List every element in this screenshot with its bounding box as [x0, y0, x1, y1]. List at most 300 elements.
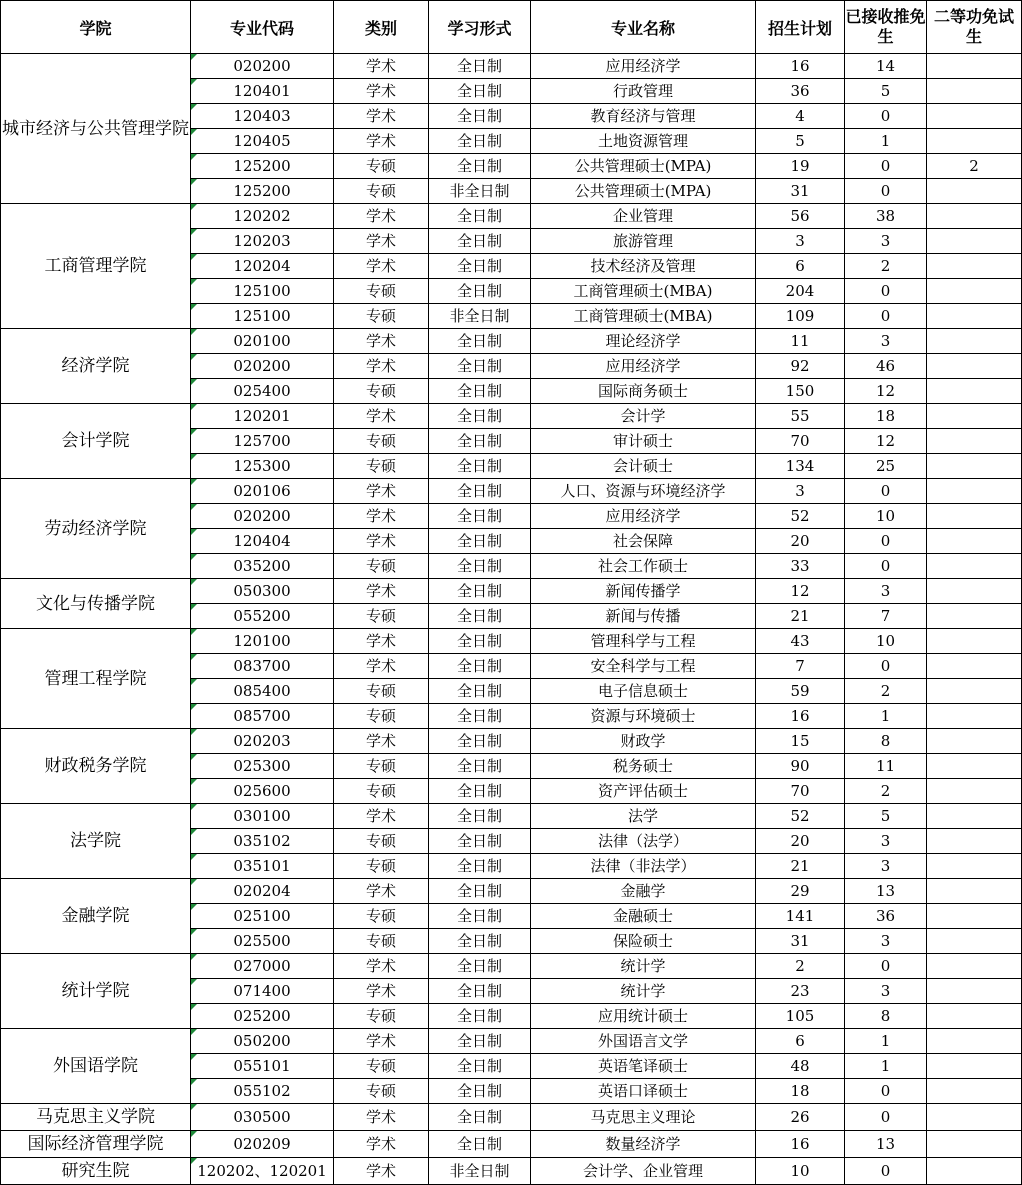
code-cell: 085400 [191, 679, 334, 704]
code-cell: 030500 [191, 1104, 334, 1131]
plan-cell: 4 [756, 104, 845, 129]
mode-cell: 全日制 [429, 779, 531, 804]
category-cell: 学术 [334, 54, 429, 79]
name-cell: 资产评估硕士 [531, 779, 756, 804]
mode-cell: 全日制 [429, 254, 531, 279]
code-cell: 025200 [191, 1004, 334, 1029]
mode-cell: 全日制 [429, 554, 531, 579]
plan-cell: 20 [756, 529, 845, 554]
header-mode: 学习形式 [429, 1, 531, 54]
name-cell: 数量经济学 [531, 1131, 756, 1158]
merit-cell [927, 179, 1022, 204]
merit-cell [927, 979, 1022, 1004]
accepted-cell: 0 [845, 279, 927, 304]
accepted-cell: 0 [845, 179, 927, 204]
category-cell: 学术 [334, 204, 429, 229]
header-accepted: 已接收推免生 [845, 1, 927, 54]
name-cell: 统计学 [531, 979, 756, 1004]
code-cell: 071400 [191, 979, 334, 1004]
merit-cell [927, 629, 1022, 654]
plan-cell: 105 [756, 1004, 845, 1029]
merit-cell [927, 454, 1022, 479]
merit-cell [927, 104, 1022, 129]
name-cell: 新闻传播学 [531, 579, 756, 604]
category-cell: 学术 [334, 79, 429, 104]
accepted-cell: 0 [845, 529, 927, 554]
mode-cell: 全日制 [429, 129, 531, 154]
mode-cell: 非全日制 [429, 304, 531, 329]
mode-cell: 全日制 [429, 379, 531, 404]
mode-cell: 全日制 [429, 854, 531, 879]
code-cell: 050200 [191, 1029, 334, 1054]
code-cell: 120403 [191, 104, 334, 129]
mode-cell: 全日制 [429, 79, 531, 104]
name-cell: 审计硕士 [531, 429, 756, 454]
merit-cell [927, 879, 1022, 904]
plan-cell: 2 [756, 954, 845, 979]
name-cell: 工商管理硕士(MBA) [531, 304, 756, 329]
merit-cell [927, 254, 1022, 279]
accepted-cell: 1 [845, 129, 927, 154]
code-cell: 020203 [191, 729, 334, 754]
accepted-cell: 0 [845, 654, 927, 679]
accepted-cell: 2 [845, 254, 927, 279]
merit-cell [927, 1104, 1022, 1131]
accepted-cell: 5 [845, 79, 927, 104]
name-cell: 公共管理硕士(MPA) [531, 154, 756, 179]
plan-cell: 90 [756, 754, 845, 779]
accepted-cell: 0 [845, 1079, 927, 1104]
college-cell: 经济学院 [1, 329, 191, 404]
accepted-cell: 0 [845, 304, 927, 329]
mode-cell: 全日制 [429, 1079, 531, 1104]
merit-cell [927, 1054, 1022, 1079]
name-cell: 财政学 [531, 729, 756, 754]
mode-cell: 全日制 [429, 679, 531, 704]
code-cell: 055101 [191, 1054, 334, 1079]
accepted-cell: 0 [845, 104, 927, 129]
name-cell: 统计学 [531, 954, 756, 979]
accepted-cell: 1 [845, 704, 927, 729]
mode-cell: 全日制 [429, 479, 531, 504]
merit-cell [927, 429, 1022, 454]
merit-cell [927, 304, 1022, 329]
merit-cell [927, 754, 1022, 779]
name-cell: 企业管理 [531, 204, 756, 229]
merit-cell [927, 554, 1022, 579]
plan-cell: 31 [756, 929, 845, 954]
accepted-cell: 36 [845, 904, 927, 929]
mode-cell: 全日制 [429, 1004, 531, 1029]
code-cell: 035101 [191, 854, 334, 879]
college-cell: 国际经济管理学院 [1, 1131, 191, 1158]
merit-cell [927, 579, 1022, 604]
name-cell: 社会工作硕士 [531, 554, 756, 579]
college-cell: 财政税务学院 [1, 729, 191, 804]
code-cell: 120405 [191, 129, 334, 154]
table-row [1, 1158, 1022, 1185]
accepted-cell: 5 [845, 804, 927, 829]
name-cell: 应用经济学 [531, 354, 756, 379]
name-cell: 法律（法学） [531, 829, 756, 854]
mode-cell: 全日制 [429, 829, 531, 854]
name-cell: 会计学 [531, 404, 756, 429]
mode-cell: 全日制 [429, 604, 531, 629]
code-cell: 085700 [191, 704, 334, 729]
name-cell: 新闻与传播 [531, 604, 756, 629]
category-cell: 学术 [334, 404, 429, 429]
merit-cell [927, 679, 1022, 704]
code-cell: 020200 [191, 54, 334, 79]
name-cell: 公共管理硕士(MPA) [531, 179, 756, 204]
mode-cell: 全日制 [429, 879, 531, 904]
plan-cell: 56 [756, 204, 845, 229]
category-cell: 学术 [334, 654, 429, 679]
plan-cell: 3 [756, 479, 845, 504]
merit-cell [927, 1004, 1022, 1029]
name-cell: 安全科学与工程 [531, 654, 756, 679]
merit-cell [927, 479, 1022, 504]
accepted-cell: 2 [845, 779, 927, 804]
plan-cell: 18 [756, 1079, 845, 1104]
name-cell: 英语笔译硕士 [531, 1054, 756, 1079]
accepted-cell: 0 [845, 154, 927, 179]
code-cell: 035200 [191, 554, 334, 579]
accepted-cell: 12 [845, 429, 927, 454]
name-cell: 管理科学与工程 [531, 629, 756, 654]
category-cell: 学术 [334, 879, 429, 904]
code-cell: 020106 [191, 479, 334, 504]
mode-cell: 全日制 [429, 504, 531, 529]
name-cell: 税务硕士 [531, 754, 756, 779]
mode-cell: 全日制 [429, 1131, 531, 1158]
merit-cell [927, 779, 1022, 804]
category-cell: 专硕 [334, 854, 429, 879]
merit-cell [927, 129, 1022, 154]
merit-cell [927, 204, 1022, 229]
category-cell: 专硕 [334, 754, 429, 779]
table-body [1, 54, 1022, 1185]
accepted-cell: 12 [845, 379, 927, 404]
table-row [1, 329, 1022, 354]
plan-cell: 3 [756, 229, 845, 254]
accepted-cell: 13 [845, 879, 927, 904]
name-cell: 电子信息硕士 [531, 679, 756, 704]
plan-cell: 52 [756, 804, 845, 829]
code-cell: 020200 [191, 504, 334, 529]
plan-cell: 6 [756, 1029, 845, 1054]
college-cell: 城市经济与公共管理学院 [1, 54, 191, 204]
merit-cell [927, 229, 1022, 254]
accepted-cell: 11 [845, 754, 927, 779]
plan-cell: 70 [756, 429, 845, 454]
name-cell: 金融硕士 [531, 904, 756, 929]
accepted-cell: 13 [845, 1131, 927, 1158]
plan-cell: 5 [756, 129, 845, 154]
accepted-cell: 3 [845, 829, 927, 854]
category-cell: 专硕 [334, 679, 429, 704]
code-cell: 020204 [191, 879, 334, 904]
code-cell: 025300 [191, 754, 334, 779]
plan-cell: 16 [756, 704, 845, 729]
college-cell: 研究生院 [1, 1158, 191, 1185]
table-row [1, 804, 1022, 829]
mode-cell: 全日制 [429, 904, 531, 929]
accepted-cell: 2 [845, 679, 927, 704]
merit-cell [927, 954, 1022, 979]
plan-cell: 16 [756, 1131, 845, 1158]
plan-cell: 31 [756, 179, 845, 204]
code-cell: 120201 [191, 404, 334, 429]
name-cell: 行政管理 [531, 79, 756, 104]
header-code: 专业代码 [191, 1, 334, 54]
mode-cell: 全日制 [429, 329, 531, 354]
merit-cell [927, 854, 1022, 879]
category-cell: 专硕 [334, 154, 429, 179]
plan-cell: 19 [756, 154, 845, 179]
name-cell: 会计学、企业管理 [531, 1158, 756, 1185]
category-cell: 学术 [334, 729, 429, 754]
accepted-cell: 8 [845, 1004, 927, 1029]
code-cell: 120202、120201 [191, 1158, 334, 1185]
mode-cell: 全日制 [429, 579, 531, 604]
code-cell: 020100 [191, 329, 334, 354]
mode-cell: 全日制 [429, 229, 531, 254]
category-cell: 专硕 [334, 279, 429, 304]
category-cell: 专硕 [334, 929, 429, 954]
mode-cell: 全日制 [429, 704, 531, 729]
plan-cell: 141 [756, 904, 845, 929]
code-cell: 025400 [191, 379, 334, 404]
accepted-cell: 10 [845, 629, 927, 654]
header-plan: 招生计划 [756, 1, 845, 54]
plan-cell: 55 [756, 404, 845, 429]
plan-cell: 70 [756, 779, 845, 804]
merit-cell [927, 379, 1022, 404]
code-cell: 125200 [191, 154, 334, 179]
merit-cell: 2 [927, 154, 1022, 179]
code-cell: 030100 [191, 804, 334, 829]
accepted-cell: 8 [845, 729, 927, 754]
category-cell: 学术 [334, 579, 429, 604]
mode-cell: 全日制 [429, 279, 531, 304]
code-cell: 020200 [191, 354, 334, 379]
plan-cell: 23 [756, 979, 845, 1004]
header-name: 专业名称 [531, 1, 756, 54]
accepted-cell: 1 [845, 1029, 927, 1054]
name-cell: 外国语言文学 [531, 1029, 756, 1054]
mode-cell: 全日制 [429, 654, 531, 679]
merit-cell [927, 804, 1022, 829]
code-cell: 025100 [191, 904, 334, 929]
code-cell: 035102 [191, 829, 334, 854]
code-cell: 125700 [191, 429, 334, 454]
accepted-cell: 3 [845, 929, 927, 954]
name-cell: 应用统计硕士 [531, 1004, 756, 1029]
accepted-cell: 10 [845, 504, 927, 529]
name-cell: 资源与环境硕士 [531, 704, 756, 729]
table-row [1, 1029, 1022, 1054]
table-row [1, 1131, 1022, 1158]
plan-cell: 12 [756, 579, 845, 604]
plan-cell: 10 [756, 1158, 845, 1185]
plan-cell: 48 [756, 1054, 845, 1079]
college-cell: 法学院 [1, 804, 191, 879]
name-cell: 国际商务硕士 [531, 379, 756, 404]
name-cell: 会计硕士 [531, 454, 756, 479]
mode-cell: 全日制 [429, 529, 531, 554]
accepted-cell: 25 [845, 454, 927, 479]
mode-cell: 全日制 [429, 804, 531, 829]
name-cell: 工商管理硕士(MBA) [531, 279, 756, 304]
code-cell: 120100 [191, 629, 334, 654]
mode-cell: 全日制 [429, 629, 531, 654]
code-cell: 027000 [191, 954, 334, 979]
code-cell: 025600 [191, 779, 334, 804]
code-cell: 125100 [191, 304, 334, 329]
accepted-cell: 0 [845, 479, 927, 504]
category-cell: 专硕 [334, 1079, 429, 1104]
category-cell: 学术 [334, 254, 429, 279]
table-row [1, 204, 1022, 229]
plan-cell: 204 [756, 279, 845, 304]
table-row [1, 1104, 1022, 1131]
table-row [1, 479, 1022, 504]
header-category: 类别 [334, 1, 429, 54]
table-row [1, 629, 1022, 654]
code-cell: 120203 [191, 229, 334, 254]
merit-cell [927, 1131, 1022, 1158]
code-cell: 050300 [191, 579, 334, 604]
merit-cell [927, 54, 1022, 79]
plan-cell: 52 [756, 504, 845, 529]
accepted-cell: 0 [845, 954, 927, 979]
mode-cell: 全日制 [429, 1029, 531, 1054]
name-cell: 马克思主义理论 [531, 1104, 756, 1131]
mode-cell: 非全日制 [429, 179, 531, 204]
code-cell: 025500 [191, 929, 334, 954]
name-cell: 法律（非法学） [531, 854, 756, 879]
accepted-cell: 3 [845, 329, 927, 354]
plan-cell: 26 [756, 1104, 845, 1131]
mode-cell: 非全日制 [429, 1158, 531, 1185]
accepted-cell: 3 [845, 854, 927, 879]
merit-cell [927, 329, 1022, 354]
college-cell: 马克思主义学院 [1, 1104, 191, 1131]
plan-cell: 92 [756, 354, 845, 379]
plan-cell: 36 [756, 79, 845, 104]
category-cell: 专硕 [334, 554, 429, 579]
merit-cell [927, 1158, 1022, 1185]
category-cell: 专硕 [334, 179, 429, 204]
category-cell: 专硕 [334, 1054, 429, 1079]
merit-cell [927, 604, 1022, 629]
name-cell: 教育经济与管理 [531, 104, 756, 129]
merit-cell [927, 929, 1022, 954]
accepted-cell: 18 [845, 404, 927, 429]
accepted-cell: 0 [845, 554, 927, 579]
name-cell: 土地资源管理 [531, 129, 756, 154]
mode-cell: 全日制 [429, 104, 531, 129]
name-cell: 法学 [531, 804, 756, 829]
code-cell: 120401 [191, 79, 334, 104]
category-cell: 专硕 [334, 779, 429, 804]
category-cell: 学术 [334, 504, 429, 529]
category-cell: 学术 [334, 1029, 429, 1054]
category-cell: 学术 [334, 529, 429, 554]
plan-cell: 21 [756, 604, 845, 629]
category-cell: 专硕 [334, 304, 429, 329]
merit-cell [927, 704, 1022, 729]
mode-cell: 全日制 [429, 204, 531, 229]
college-cell: 文化与传播学院 [1, 579, 191, 629]
mode-cell: 全日制 [429, 429, 531, 454]
category-cell: 学术 [334, 1104, 429, 1131]
merit-cell [927, 354, 1022, 379]
merit-cell [927, 504, 1022, 529]
category-cell: 学术 [334, 954, 429, 979]
header-college: 学院 [1, 1, 191, 54]
code-cell: 125100 [191, 279, 334, 304]
mode-cell: 全日制 [429, 1054, 531, 1079]
plan-cell: 11 [756, 329, 845, 354]
code-cell: 055102 [191, 1079, 334, 1104]
code-cell: 125200 [191, 179, 334, 204]
mode-cell: 全日制 [429, 754, 531, 779]
accepted-cell: 1 [845, 1054, 927, 1079]
college-cell: 管理工程学院 [1, 629, 191, 729]
code-cell: 055200 [191, 604, 334, 629]
category-cell: 学术 [334, 479, 429, 504]
plan-cell: 109 [756, 304, 845, 329]
category-cell: 学术 [334, 229, 429, 254]
accepted-cell: 14 [845, 54, 927, 79]
name-cell: 英语口译硕士 [531, 1079, 756, 1104]
accepted-cell: 7 [845, 604, 927, 629]
plan-cell: 33 [756, 554, 845, 579]
mode-cell: 全日制 [429, 929, 531, 954]
merit-cell [927, 1029, 1022, 1054]
category-cell: 学术 [334, 129, 429, 154]
category-cell: 学术 [334, 804, 429, 829]
plan-cell: 15 [756, 729, 845, 754]
merit-cell [927, 904, 1022, 929]
name-cell: 应用经济学 [531, 54, 756, 79]
category-cell: 学术 [334, 1131, 429, 1158]
category-cell: 专硕 [334, 1004, 429, 1029]
table-row [1, 954, 1022, 979]
code-cell: 120204 [191, 254, 334, 279]
table-row [1, 729, 1022, 754]
merit-cell [927, 79, 1022, 104]
mode-cell: 全日制 [429, 354, 531, 379]
name-cell: 应用经济学 [531, 504, 756, 529]
plan-cell: 6 [756, 254, 845, 279]
college-cell: 劳动经济学院 [1, 479, 191, 579]
college-cell: 统计学院 [1, 954, 191, 1029]
category-cell: 专硕 [334, 904, 429, 929]
header-row [1, 1, 1022, 54]
college-cell: 金融学院 [1, 879, 191, 954]
accepted-cell: 3 [845, 579, 927, 604]
merit-cell [927, 1079, 1022, 1104]
name-cell: 金融学 [531, 879, 756, 904]
plan-cell: 134 [756, 454, 845, 479]
category-cell: 学术 [334, 104, 429, 129]
college-cell: 会计学院 [1, 404, 191, 479]
name-cell: 技术经济及管理 [531, 254, 756, 279]
category-cell: 专硕 [334, 429, 429, 454]
